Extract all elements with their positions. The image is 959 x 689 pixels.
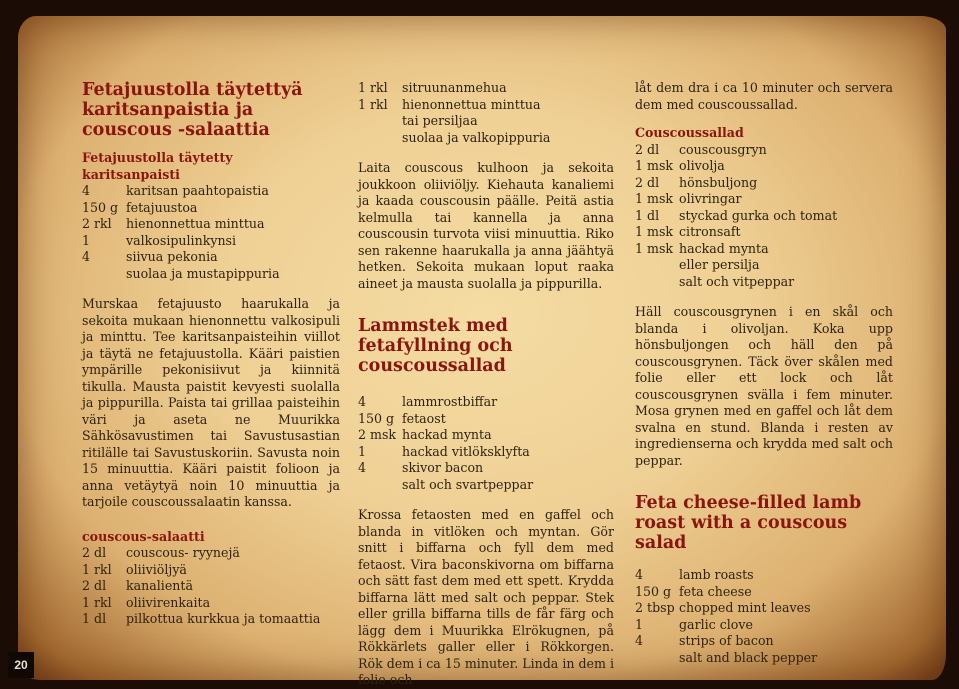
ingredient-name: lamb roasts	[679, 567, 754, 582]
ingredient-row	[358, 113, 614, 130]
ingredient-row	[635, 567, 893, 584]
ingredient-row	[358, 411, 614, 428]
ingredient-quantity	[82, 266, 126, 283]
ingredient-row	[358, 80, 614, 97]
ingredient-row	[635, 274, 893, 291]
ingredient-quantity: 1 rkl	[82, 594, 112, 610]
ingredient-name: couscousgryn	[679, 141, 767, 157]
ingredient-quantity: 150 g	[358, 410, 395, 426]
ingredient-row	[358, 97, 614, 114]
ingredient-name: hienonnettua minttua	[126, 216, 265, 231]
ingredient-quantity: 2 msk	[358, 427, 397, 442]
ingredient-name: skivor bacon	[402, 460, 484, 475]
ingredient-row	[635, 600, 893, 617]
ingredient-name: oliiviöljyä	[126, 561, 187, 577]
instructions-sv-lamb-cont: låt dem dra i ca 10 minuter och servera dem med couscoussallad.	[635, 80, 893, 112]
ingredient-quantity: 2 tbsp	[635, 600, 675, 615]
ingredient-name: suolaa ja mustapippuria	[126, 265, 280, 281]
ingredient-name: tai persiljaa	[402, 113, 478, 128]
ingredient-name: fetaost	[402, 410, 446, 426]
ingredient-row	[82, 183, 340, 200]
ingredient-name: salt och vitpeppar	[679, 273, 795, 289]
ingredient-row	[635, 224, 893, 241]
ingredient-row	[82, 545, 340, 562]
ingredient-row	[635, 617, 893, 634]
ingredient-quantity: 1 msk	[635, 224, 674, 239]
ingredient-name: citronsaft	[679, 224, 741, 239]
ingredient-quantity: 2 dl	[635, 141, 660, 157]
ingredient-name: salt och svartpeppar	[402, 476, 534, 492]
ingredient-quantity: 1	[82, 232, 91, 248]
ingredient-quantity: 1 msk	[635, 240, 674, 256]
ingredient-row	[82, 249, 340, 266]
ingredient-quantity: 1 rkl	[82, 561, 112, 577]
ingredient-name: suolaa ja valkopippuria	[402, 129, 551, 145]
ingredient-list-fi-salad-cont	[358, 80, 614, 146]
instructions-sv-salad: Häll couscousgrynen i en skål och blanda i olivoljan. Koka upp hönsbuljongen och häll den på couscousgrynen. Täck över skålen med folie eller ett lock och låt couscousgrynen svälla i fem minuter. Mosa grynen med en gaffel och låt dem svalna en stund. Blanda i resten av ingredienserna och krydda med salt och peppar.	[635, 304, 893, 468]
ingredient-quantity: 2 dl	[82, 578, 107, 593]
subheading-sv-salad: Couscoussallad	[635, 125, 744, 140]
ingredient-name: olivolja	[679, 158, 725, 173]
recipe-title-sv: Lammstek med fetafyllning och couscoussallad	[358, 316, 513, 376]
ingredient-name: karitsan paahtopaistia	[126, 183, 269, 198]
column-swedish	[358, 0, 614, 689]
ingredient-name: feta cheese	[679, 583, 752, 599]
ingredient-quantity: 1 dl	[82, 611, 107, 626]
ingredient-row	[635, 208, 893, 225]
ingredient-quantity: 150 g	[635, 583, 672, 599]
ingredient-row	[358, 130, 614, 147]
ingredient-name: hönsbuljong	[679, 174, 758, 190]
ingredient-quantity: 1 rkl	[358, 96, 388, 112]
ingredient-list-fi-lamb	[82, 183, 340, 282]
ingredient-quantity	[358, 113, 402, 130]
ingredient-name: hackad vitlöksklyfta	[402, 443, 530, 459]
ingredient-list-sv-salad	[635, 142, 893, 291]
ingredient-row	[358, 460, 614, 477]
ingredient-row	[635, 241, 893, 258]
ingredient-row	[635, 257, 893, 274]
ingredient-name: oliivirenkaita	[126, 594, 211, 610]
ingredient-list-sv-lamb	[358, 394, 614, 493]
recipe-title-en: Feta cheese-filled lamb roast with a couscous salad	[635, 493, 862, 553]
ingredient-name: chopped mint leaves	[679, 600, 811, 615]
ingredient-row	[82, 595, 340, 612]
subheading-fi-lamb: Fetajuustolla täytetty karitsanpaisti	[82, 150, 233, 182]
ingredient-row	[82, 216, 340, 233]
ingredient-quantity: 1	[635, 616, 644, 632]
ingredient-row	[82, 562, 340, 579]
ingredient-row	[82, 200, 340, 217]
ingredient-name: couscous- ryynejä	[126, 545, 240, 560]
ingredient-row	[358, 477, 614, 494]
ingredient-quantity	[358, 477, 402, 494]
ingredient-quantity	[635, 650, 679, 667]
ingredient-row	[82, 233, 340, 250]
ingredient-quantity: 4	[358, 394, 367, 409]
page-number: 20	[8, 652, 34, 678]
ingredient-name: sitruunanmehua	[402, 80, 507, 95]
ingredient-quantity: 1 rkl	[358, 80, 388, 95]
ingredient-quantity: 1 dl	[635, 207, 660, 223]
ingredient-name: hackad mynta	[402, 427, 492, 442]
ingredient-row	[82, 266, 340, 283]
ingredient-name: salt and black pepper	[679, 649, 818, 665]
ingredient-row	[635, 158, 893, 175]
ingredient-quantity: 1 msk	[635, 191, 674, 206]
column-english	[635, 0, 893, 666]
ingredient-name: valkosipulinkynsi	[126, 232, 237, 248]
ingredient-name: eller persilja	[679, 257, 760, 272]
ingredient-list-en-lamb	[635, 567, 893, 666]
ingredient-row	[82, 578, 340, 595]
ingredient-quantity: 2 dl	[635, 174, 660, 190]
ingredient-row	[635, 633, 893, 650]
ingredient-row	[82, 611, 340, 628]
ingredient-quantity: 1 msk	[635, 158, 674, 173]
ingredient-quantity	[635, 274, 679, 291]
column-finnish	[82, 0, 340, 628]
ingredient-row	[358, 444, 614, 461]
ingredient-quantity: 150 g	[82, 199, 119, 215]
ingredient-row	[635, 584, 893, 601]
ingredient-name: pilkottua kurkkua ja tomaattia	[126, 611, 321, 626]
ingredient-quantity: 4	[635, 567, 644, 582]
ingredient-quantity: 4	[358, 460, 367, 475]
ingredient-name: hienonnettua minttua	[402, 96, 541, 112]
ingredient-list-fi-salad	[82, 545, 340, 628]
ingredient-name: siivua pekonia	[126, 249, 218, 264]
ingredient-quantity: 2 dl	[82, 545, 107, 560]
ingredient-quantity	[635, 257, 679, 274]
ingredient-row	[358, 394, 614, 411]
ingredient-row	[635, 650, 893, 667]
ingredient-quantity	[358, 130, 402, 147]
ingredient-name: strips of bacon	[679, 633, 774, 648]
ingredient-row	[635, 175, 893, 192]
ingredient-name: olivringar	[679, 191, 742, 206]
ingredient-name: styckad gurka och tomat	[679, 207, 838, 223]
subheading-fi-salad: couscous-salaatti	[82, 528, 205, 544]
instructions-fi-lamb: Murskaa fetajuusto haarukalla ja sekoita mukaan hienonnettu valkosipuli ja minttu. Tee karitsanpaisteihin viillot ja täytä ne fetajuustolla. Kääri paistien ympärille pekonisiivut ja kiinnitä tikulla. Mausta paistit kevyesti suolalla ja pippurilla. Paista tai grillaa paisteihin väri ja aseta ne Muurikka Sähkösavustimen tai Savustusastian ritilälle tai Savustuskoriin. Savusta noin 15 minuuttia. Kääri paistit folioon ja anna vetäytyä noin 10 minuuttia ja tarjoile couscoussalaatin kanssa.	[82, 296, 340, 509]
ingredient-name: kanalientä	[126, 578, 193, 593]
ingredient-quantity: 4	[82, 183, 91, 198]
ingredient-name: hackad mynta	[679, 240, 769, 256]
ingredient-name: fetajuustoa	[126, 199, 198, 215]
ingredient-row	[635, 142, 893, 159]
ingredient-row	[358, 427, 614, 444]
ingredient-quantity: 4	[635, 633, 644, 648]
ingredient-quantity: 1	[358, 443, 367, 459]
ingredient-row	[635, 191, 893, 208]
ingredient-quantity: 4	[82, 249, 91, 264]
ingredient-quantity: 2 rkl	[82, 216, 112, 231]
recipe-title-fi: Fetajuustolla täytettyä karitsanpaistia ja couscous -salaattia	[82, 80, 303, 140]
ingredient-name: garlic clove	[679, 616, 753, 632]
ingredient-name: lammrostbiffar	[402, 394, 498, 409]
instructions-fi-salad: Laita couscous kulhoon ja sekoita joukkoon oliiviöljy. Kiehauta kanaliemi ja kaada couscousin päälle. Peitä astia kelmulla tai kannella ja anna couscousin turvota viisi minuuttia. Riko sen rakenne haarukalla ja anna jäähtyä hetken. Sekoita mukaan loput raaka aineet ja mausta suolalla ja pippurilla.	[358, 160, 614, 291]
instructions-sv-lamb: Krossa fetaosten med en gaffel och blanda in vitlöken och myntan. Gör snitt i biffarna och fyll dem med fetaost. Vira baconskivorna om biffarna och sätt fast dem med ett spett. Krydda biffarna lätt med salt och peppar. Stek eller grilla biffarna tills de får färg och lägg dem i Muurikka Elrökugnen, på Rökkärlets galler eller i Rökkorgen. Rök dem i ca 15 minuter. Linda in dem i folie och	[358, 507, 614, 687]
